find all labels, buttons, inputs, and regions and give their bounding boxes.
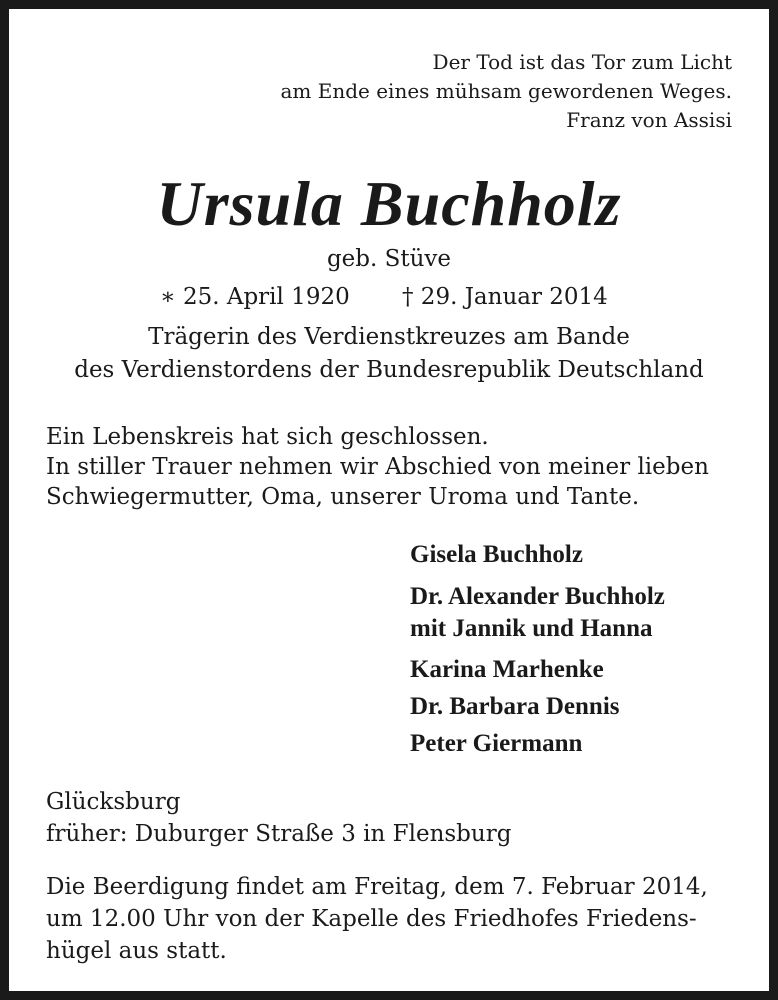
funeral-line-1: Die Beerdigung findet am Freitag, dem 7. Februar 2014, [46,874,708,900]
funeral-line-3: hügel aus statt. [46,938,227,964]
quote-author: Franz von Assisi [566,108,732,132]
quote-line-1: Der Tod ist das Tor zum Licht [432,50,732,74]
message-line-2: In stiller Trauer nehmen wir Abschied von meiner lieben [46,454,709,480]
deceased-name: Ursula Buchholz [156,168,622,239]
message-line-1: Ein Lebenskreis hat sich geschlossen. [46,424,489,450]
mourner-name: Peter Giermann [410,730,583,757]
maiden-name: geb. Stüve [326,246,452,272]
mourner-name: Dr. Alexander Buchholz [410,583,665,610]
funeral-line-2: um 12.00 Uhr von der Kapelle des Friedhofes Friedens- [46,906,697,932]
birth-date: ∗ 25. April 1920 [160,284,350,310]
honor-line-1: Trägerin des Verdienstkreuzes am Bande [148,324,630,350]
mourner-name: Karina Marhenke [410,656,604,683]
location-city: Glücksburg [46,789,181,815]
honor-line-2: des Verdienstordens der Bundesrepublik Deutschland [74,357,704,383]
death-date: † 29. Januar 2014 [402,284,608,310]
location-former: früher: Duburger Straße 3 in Flensburg [46,821,512,847]
message-line-3: Schwiegermutter, Oma, unserer Uroma und Tante. [46,484,640,510]
mourner-name: Dr. Barbara Dennis [410,693,620,720]
mourner-name: Gisela Buchholz [410,541,583,568]
mourner-name: mit Jannik und Hanna [410,615,653,642]
quote-line-2: am Ende eines mühsam gewordenen Weges. [280,79,732,103]
